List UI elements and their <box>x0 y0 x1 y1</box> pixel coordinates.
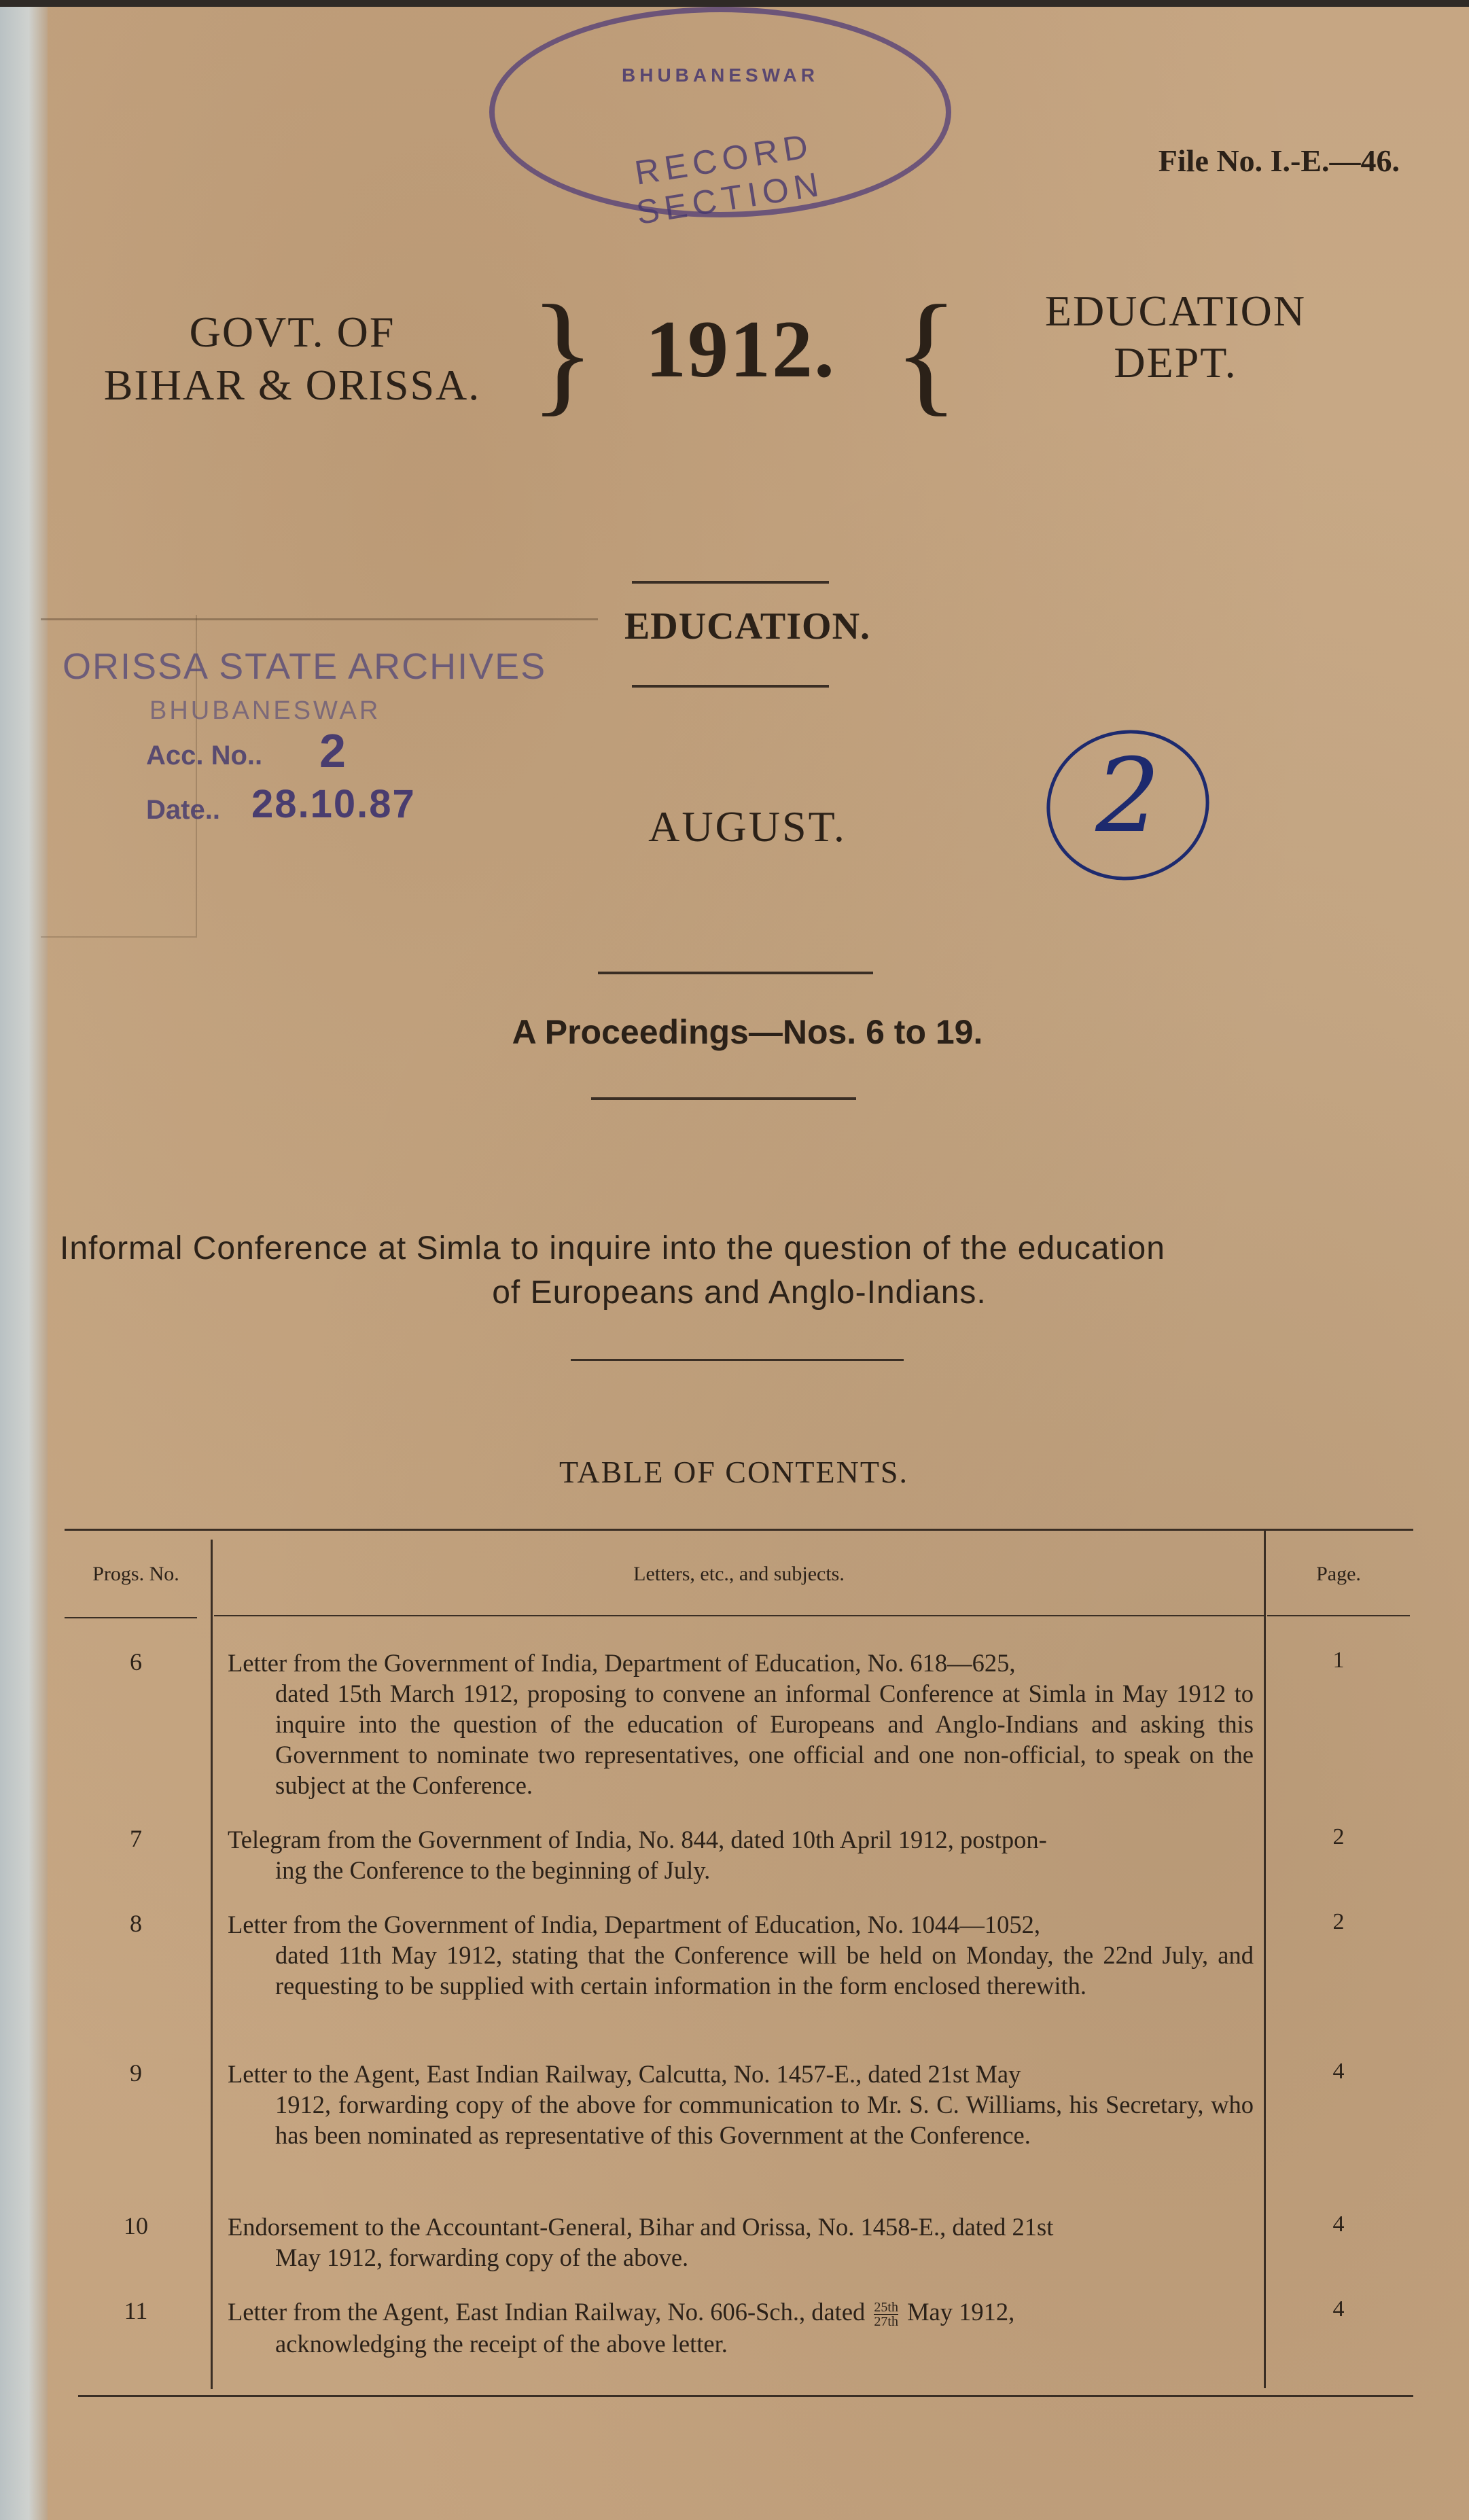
row-page: 2 <box>1332 1824 1345 1849</box>
rule-below-subject <box>571 1359 904 1361</box>
row-progs-no: 11 <box>124 2297 148 2324</box>
row-subject <box>228 2212 1254 2273</box>
row-subject-first-line: Endorsement to the Accountant-General, Bihar and Orissa, No. 1458-E., dated 21st <box>228 2213 1054 2241</box>
department-line-1: EDUCATION <box>1044 287 1307 335</box>
row-page: 4 <box>1332 2059 1345 2084</box>
table-col-divider-1 <box>211 1540 213 2389</box>
rule-above-proceedings <box>598 972 873 974</box>
date-fraction-top: 25th <box>874 2300 898 2315</box>
table-col-divider-2 <box>1264 1529 1266 2388</box>
rule-below-section <box>632 685 829 688</box>
row-progs-no: 9 <box>130 2059 142 2087</box>
archives-stamp-name: ORISSA STATE ARCHIVES <box>63 646 547 687</box>
handwritten-number: 2 <box>1095 737 1161 855</box>
date-fraction-bottom: 27th <box>874 2314 898 2330</box>
archives-stamp-place: BHUBANESWAR <box>149 696 381 725</box>
row-progs-no: 10 <box>124 2212 148 2239</box>
stamp-top-text: BHUBANESWAR <box>622 65 819 86</box>
row-subject <box>228 1824 1254 1885</box>
section-title: EDUCATION. <box>624 605 871 647</box>
row-progs-no: 8 <box>130 1910 142 1937</box>
year-heading: 1912. <box>645 304 836 394</box>
row-subject-first-line: Letter to the Agent, East Indian Railway, Calcutta, No. 1457-E., dated 21st May <box>228 2060 1021 2088</box>
left-brace: } <box>530 278 595 428</box>
row-subject-first-end: May 1912, <box>907 2298 1015 2326</box>
row-subject-continuation: acknowledging the receipt of the above letter. <box>275 2330 728 2358</box>
government-line-2: BIHAR & ORISSA. <box>103 361 481 409</box>
date-fraction <box>874 2301 898 2328</box>
government-heading <box>68 306 516 412</box>
month-heading: AUGUST. <box>648 802 847 851</box>
row-subject <box>228 2296 1254 2359</box>
department-heading <box>1006 285 1345 389</box>
accession-number: 2 <box>319 724 346 777</box>
file-number: File No. I.-E.—46. <box>1158 143 1400 178</box>
row-subject <box>228 1648 1254 1800</box>
header-progs-no: Progs. No. <box>92 1563 179 1585</box>
row-subject-first-line <box>228 2296 1254 2328</box>
row-subject <box>228 2059 1254 2150</box>
row-page: 1 <box>1332 1648 1345 1673</box>
right-brace: { <box>893 278 959 428</box>
header-underline-2 <box>214 1615 1264 1616</box>
row-page: 2 <box>1332 1909 1345 1934</box>
row-page: 4 <box>1332 2212 1345 2237</box>
date-value: 28.10.87 <box>251 782 416 826</box>
stamp-bottom-text: RECORD SECTION <box>632 126 827 232</box>
header-underline-1 <box>65 1617 197 1618</box>
rule-below-proceedings <box>591 1097 856 1100</box>
row-subject-continuation: ing the Conference to the beginning of July. <box>275 1856 711 1884</box>
accession-label: Acc. No.. <box>146 741 263 770</box>
top-edge <box>0 0 1469 7</box>
row-subject-continuation: 1912, forwarding copy of the above for communication to Mr. S. C. Williams, his Secretary, who has been nominated as representative of this Government at the Conference. <box>275 2091 1254 2149</box>
subject-line-2: of Europeans and Anglo-Indians. <box>492 1275 987 1311</box>
row-page: 4 <box>1332 2296 1345 2322</box>
government-line-1: GOVT. OF <box>189 308 395 356</box>
contents-table <box>65 1529 1413 2398</box>
row-subject-continuation: dated 15th March 1912, proposing to convene an informal Conference at Simla in May 1912 to inquire into the question of the education of Europeans and Anglo-Indians and asking this Government to nominate two representatives, one official and one non-official, to speak on the subject at the Conference. <box>275 1680 1254 1799</box>
rule-above-section <box>632 581 829 584</box>
row-subject-first-part: Letter from the Agent, East Indian Railway, No. 606-Sch., dated <box>228 2298 866 2326</box>
row-subject-first-line: Telegram from the Government of India, No. 844, dated 10th April 1912, postpon- <box>228 1826 1047 1853</box>
table-top-rule <box>65 1529 1413 1531</box>
row-subject-continuation: May 1912, forwarding copy of the above. <box>275 2243 689 2271</box>
binding-edge <box>0 0 48 2520</box>
row-subject-continuation: dated 11th May 1912, stating that the Conference will be held on Monday, the 22nd July, and requesting to be supplied with certain information in the form enclosed therewith. <box>275 1941 1254 2000</box>
header-letters: Letters, etc., and subjects. <box>633 1563 845 1585</box>
row-progs-no: 7 <box>130 1825 142 1852</box>
row-progs-no: 6 <box>130 1648 142 1675</box>
subject-line-1: Informal Conference at Simla to inquire into the question of the education <box>60 1230 1165 1266</box>
table-bottom-rule <box>78 2395 1413 2397</box>
toc-title: TABLE OF CONTENTS. <box>559 1455 909 1489</box>
header-page: Page. <box>1316 1563 1361 1585</box>
department-line-2: DEPT. <box>1114 338 1237 387</box>
row-subject-first-line: Letter from the Government of India, Department of Education, No. 618—625, <box>228 1649 1016 1677</box>
header-underline-3 <box>1267 1615 1410 1616</box>
proceedings-heading: A Proceedings—Nos. 6 to 19. <box>512 1013 983 1051</box>
date-label: Date.. <box>146 795 220 825</box>
row-subject <box>228 1909 1254 2001</box>
row-subject-first-line: Letter from the Government of India, Department of Education, No. 1044—1052, <box>228 1911 1041 1938</box>
